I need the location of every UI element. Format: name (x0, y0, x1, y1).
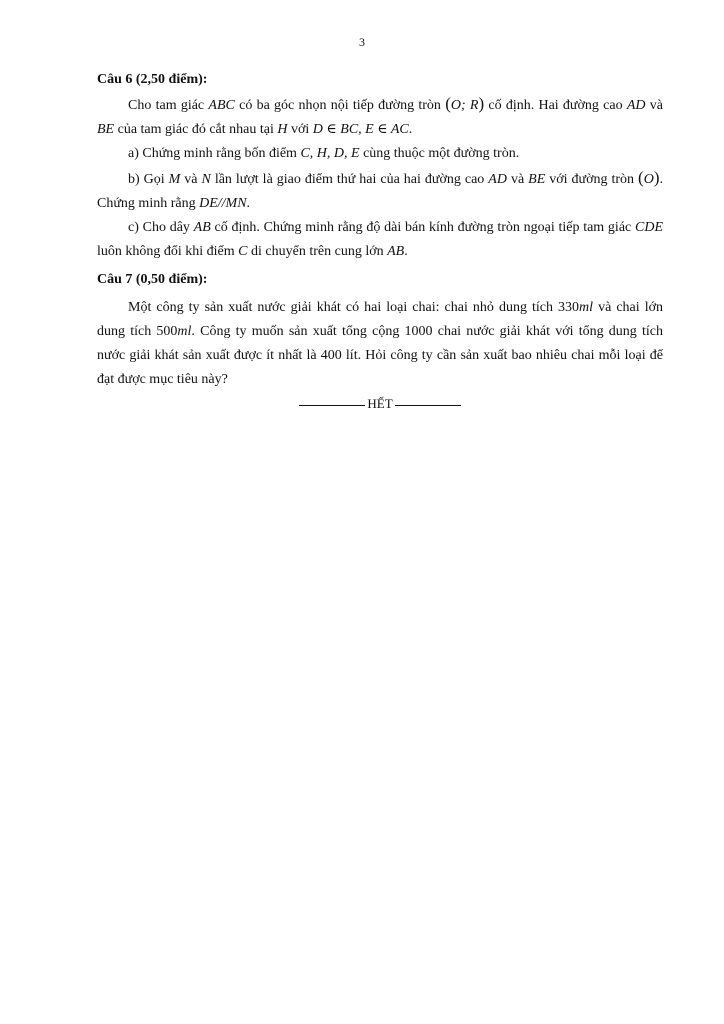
text: luôn không đổi khi điểm (97, 244, 239, 259)
rule-left (299, 405, 365, 406)
question-7-body (97, 296, 663, 392)
number-330: 330 (558, 300, 580, 315)
text: b) Gọi (128, 172, 169, 187)
document-body (97, 68, 663, 416)
end-marker (97, 392, 663, 416)
question-6-heading: Câu 6 (2,50 điểm): (97, 72, 208, 87)
text: và (506, 172, 529, 187)
math-de-parallel-mn: DE//MN (199, 196, 247, 211)
text: . Công ty muốn sản xuất tổng cộng (191, 324, 405, 339)
number-500: 500 (156, 324, 178, 339)
math-ad: AD (488, 172, 507, 187)
text: và (180, 172, 202, 187)
text: có ba góc nhọn nội tiếp đường tròn (234, 98, 446, 113)
text: với (287, 122, 313, 137)
end-text: HẾT (367, 396, 393, 411)
math-be: BE (528, 172, 546, 187)
number-400: 400 (320, 348, 342, 363)
paren-close: ) (478, 94, 485, 113)
math-be: BE (97, 122, 115, 137)
text: Cho tam giác (128, 98, 209, 113)
text: và chai lớn dung tích (97, 300, 664, 339)
text: . (404, 244, 408, 259)
text: Một công ty sản xuất nước giải khát có hai loại chai: chai nhỏ dung tích (128, 300, 559, 315)
unit-ml: ml (177, 324, 192, 339)
text: c) Cho dây (128, 220, 194, 235)
paren-open: ( (445, 94, 451, 113)
unit-ml: ml (579, 300, 594, 315)
math-h: H (277, 122, 288, 137)
question-6-part-c (97, 216, 663, 264)
text: . Chứng minh rằng (97, 172, 663, 211)
paren-open: ( (638, 168, 644, 187)
math-abc: ABC (208, 98, 235, 113)
text: với đường tròn (545, 172, 639, 187)
math-o: O (643, 172, 654, 187)
number-1000: 1000 (404, 324, 433, 339)
text: chai nước giải khát với tổng dung tích nước giải khát sản xuất được ít nhất là (97, 324, 663, 363)
text: cố định. Hai đường cao (484, 98, 627, 113)
text: . (408, 122, 413, 137)
math-ab: AB (387, 244, 405, 259)
question-6-part-a (97, 142, 663, 166)
text: di chuyển trên cung lớn (247, 244, 388, 259)
text: của tam giác đó cắt nhau tại (114, 122, 278, 137)
math-ad: AD (626, 98, 646, 113)
math-n: N (201, 172, 211, 187)
text: cố định. Chứng minh rằng độ dài bán kính đường tròn ngoại tiếp tam giác (210, 220, 635, 235)
math-ab: AB (193, 220, 211, 235)
math-c: C (238, 244, 248, 259)
text: và (645, 98, 663, 113)
text: . (246, 196, 251, 211)
text: lần lượt là giao điểm thứ hai của hai đường cao (210, 172, 489, 187)
math-chde: C, H, D, E (300, 146, 360, 161)
rule-right (395, 405, 461, 406)
page-number: 3 (359, 35, 365, 49)
math-m: M (168, 172, 181, 187)
math-circle-or: O; R (450, 98, 479, 113)
question-6-part-b (97, 166, 663, 216)
math-cde: CDE (635, 220, 663, 235)
paren-close: ) (653, 168, 660, 187)
question-7-heading: Câu 7 (0,50 điểm): (97, 272, 208, 287)
question-6-intro (97, 92, 663, 142)
text: lít. Hỏi công ty cần sản xuất bao nhiêu chai mỗi loại để đạt được mục tiêu này? (97, 348, 663, 387)
text: a) Chứng minh rằng bốn điểm (128, 146, 301, 161)
math-d-e-membership: D ∈ BC, E ∈ AC (312, 122, 409, 137)
text: cùng thuộc một đường tròn. (359, 146, 520, 161)
